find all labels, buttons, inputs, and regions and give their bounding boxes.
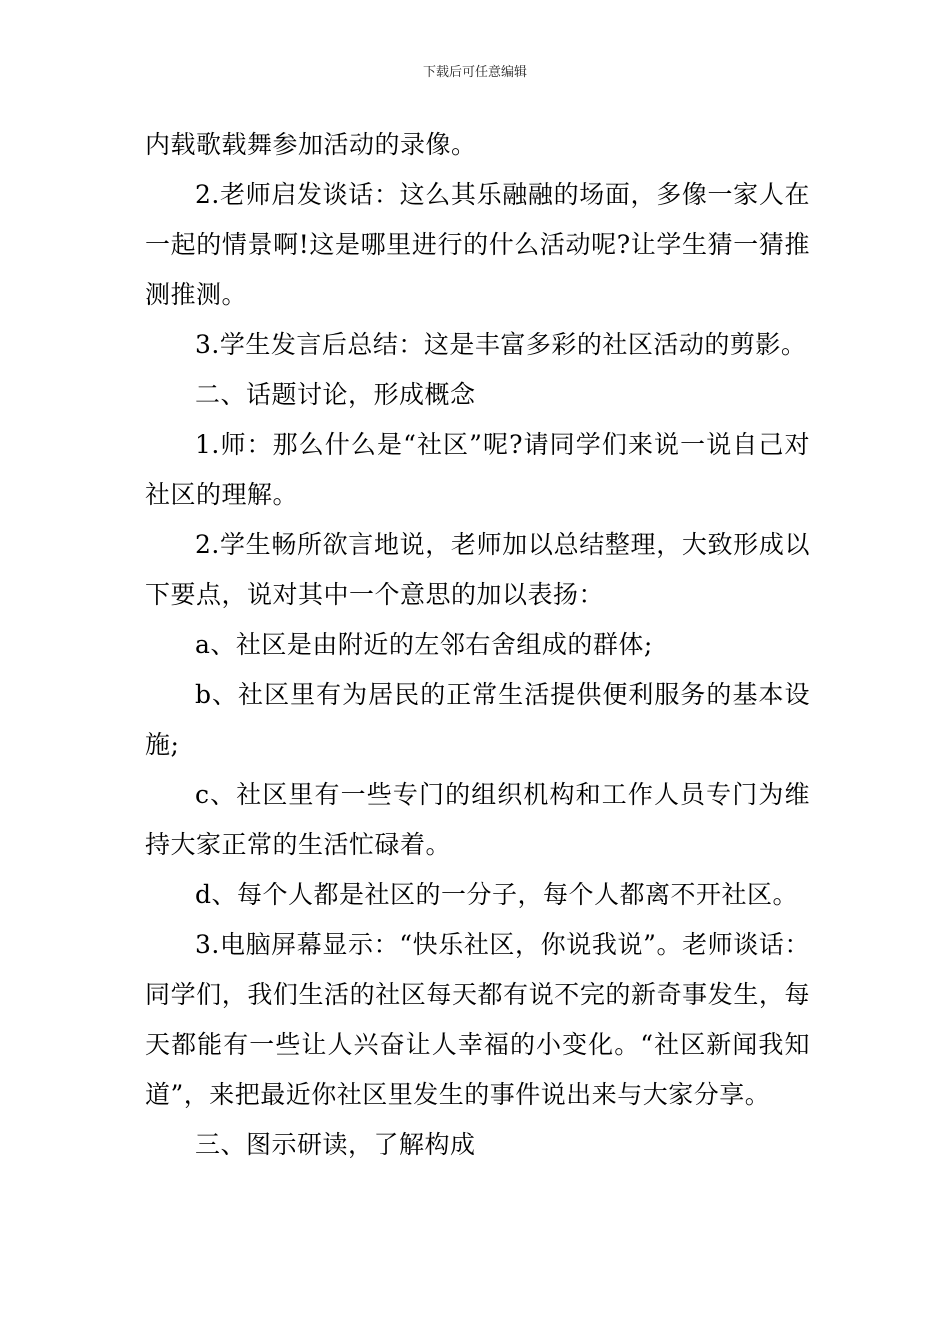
list-item-d: d、每个人都是社区的一分子，每个人都离不开社区。: [195, 880, 799, 909]
document-body: [145, 120, 810, 1170]
paragraph-0: 内载歌载舞参加活动的录像。: [145, 130, 477, 159]
paragraph-5: 2.学生畅所欲言地说，老师加以总结整理，大致形成以下要点，说对其中一个意思的加以表扬：: [145, 530, 810, 609]
section-heading-3: 三、图示研读，了解构成: [195, 1130, 476, 1159]
page-header: 下载后可任意编辑: [422, 65, 527, 80]
section-heading-2: 二、话题讨论，形成概念: [195, 380, 476, 409]
list-item-b: b、社区里有为居民的正常生活提供便利服务的基本设施;: [145, 680, 810, 759]
list-item-c: c、社区里有一些专门的组织机构和工作人员专门为维持大家正常的生活忙碌着。: [145, 780, 810, 859]
paragraph-10: 3.电脑屏幕显示：“快乐社区，你说我说”。老师谈话：同学们，我们生活的社区每天都有说不完的新奇事发生，每天都能有一些让人兴奋让人幸福的小变化。“社区新闻我知道”，来把最近你社区里发生的事件说出来与大家分享。: [145, 930, 810, 1109]
list-item-a: a、社区是由附近的左邻右舍组成的群体;: [195, 630, 653, 659]
paragraph-1: 2.老师启发谈话：这么其乐融融的场面，多像一家人在一起的情景啊!这是哪里进行的什么活动呢?让学生猜一猜推测推测。: [145, 180, 810, 309]
paragraph-2: 3.学生发言后总结：这是丰富多彩的社区活动的剪影。: [195, 330, 807, 359]
paragraph-4: 1.师：那么什么是“社区”呢?请同学们来说一说自己对社区的理解。: [145, 430, 810, 509]
